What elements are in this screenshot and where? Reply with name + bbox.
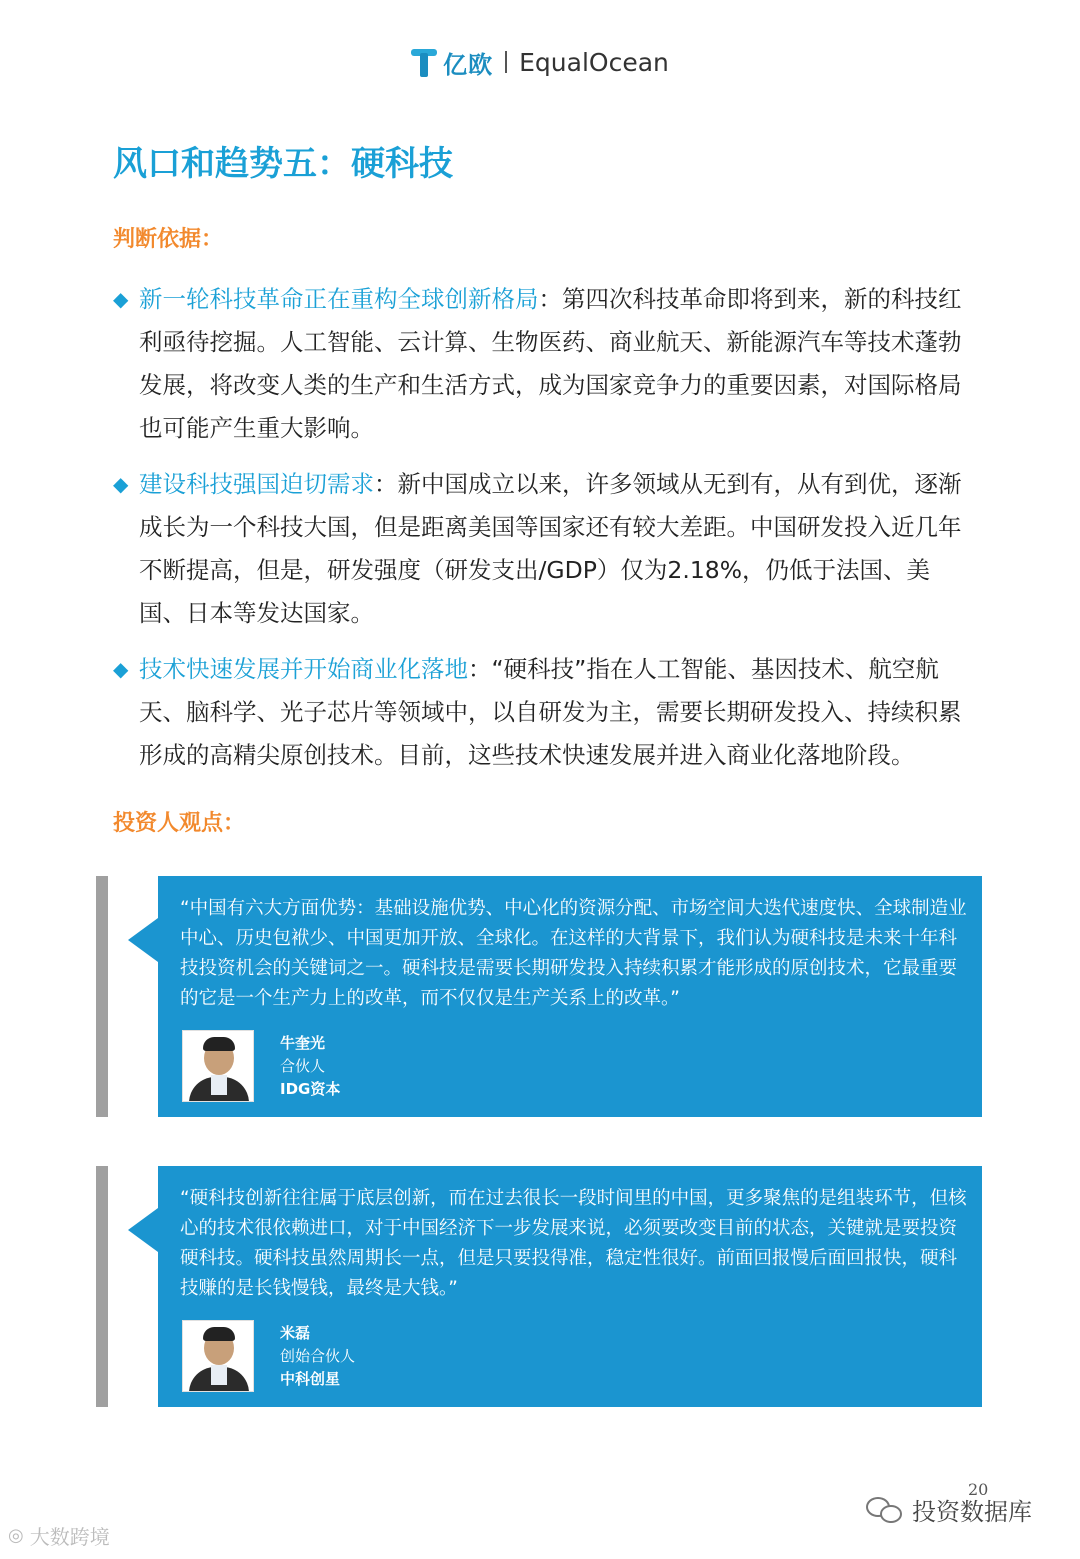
bullet-text: ：新中国成立以来，许多领域从无到有，从有到优，逐渐成长为一个科技大国，但是距离美国等国家还有较大差距。中国研发投入近几年不断提高，但是，研发强度（研发支出/GDP）仅为2.18%，仍低于法国、美国、日本等发达国家。 — [139, 470, 962, 627]
quote-person — [182, 1320, 355, 1392]
diamond-bullet-icon: ◆ — [113, 287, 129, 311]
person-org: IDG资本 — [280, 1079, 341, 1098]
quote-text: “硬科技创新往往属于底层创新，而在过去很长一段时间里的中国，更多聚焦的是组装环节，但核心的技术很依赖进口，对于中国经济下一步发展来说，必须要改变目前的状态，关键就是要投资硬科技。硬科技虽然周期长一点，但是只要投得准，稳定性很好。前面回报慢后面回报快，硬科技赚的是长钱慢钱，最终是大钱。” — [180, 1188, 967, 1299]
quote-box — [158, 876, 982, 1117]
logo-en-text: EqualOcean — [519, 47, 669, 77]
basis-list — [113, 278, 973, 777]
page-title: 风口和趋势五：硬科技 — [113, 144, 453, 184]
speech-pointer — [128, 918, 158, 962]
person-org: 中科创星 — [280, 1369, 341, 1388]
watermark-left-text: 大数跨境 — [29, 1525, 110, 1549]
header-logo — [0, 42, 1080, 82]
watermark-right-text: 投资数据库 — [912, 1498, 1032, 1526]
quote-text: “中国有六大方面优势：基础设施优势、中心化的资源分配、市场空间大迭代速度快、全球制造业中心、历史包袱少、中国更加开放、全球化。在这样的大背景下，我们认为硬科技是未来十年科技投资机会的关键词之一。硬科技是需要长期研发投入持续积累才能形成的原创技术，它最重要的它是一个生产力上的改革，而不仅仅是生产关系上的改革。” — [180, 898, 967, 1009]
speech-pointer — [128, 1208, 158, 1252]
bullet-highlight: 技术快速发展并开始商业化落地 — [139, 655, 468, 683]
quote-side-bar — [96, 876, 108, 1117]
basis-heading: 判断依据： — [113, 227, 224, 252]
quote-card — [96, 1166, 982, 1407]
page-number: 20 — [968, 1480, 989, 1499]
diamond-bullet-icon: ◆ — [113, 657, 129, 681]
quote-card — [96, 876, 982, 1117]
person-role: 合伙人 — [280, 1056, 326, 1075]
bullet-highlight: 建设科技强国迫切需求 — [139, 470, 374, 498]
wechat-watermark — [866, 1492, 1032, 1527]
diamond-bullet-icon: ◆ — [113, 472, 129, 496]
quote-side-bar — [96, 1166, 108, 1407]
bullet-text: ：第四次科技革命即将到来，新的科技红利亟待挖掘。人工智能、云计算、生物医药、商业航天、新能源汽车等技术蓬勃发展，将改变人类的生产和生活方式，成为国家竞争力的重要因素，对国际格局也可能产生重大影响。 — [139, 285, 962, 442]
person-name: 牛奎光 — [280, 1033, 326, 1052]
bullet-highlight: 新一轮科技革命正在重构全球创新格局 — [139, 285, 539, 313]
wechat-icon — [866, 1495, 904, 1525]
logo-cn-text: 亿欧 — [443, 50, 494, 79]
avatar — [182, 1030, 254, 1102]
basis-bullet — [113, 648, 973, 777]
quote-person — [182, 1030, 340, 1102]
logo-divider — [505, 51, 507, 73]
bullet-text: ：“硬科技”指在人工智能、基因技术、航空航天、脑科学、光子芯片等领域中，以自研发为主，需要长期研发投入、持续积累形成的高精尖原创技术。目前，这些技术快速发展并进入商业化落地阶段。 — [139, 655, 962, 769]
investor-heading: 投资人观点： — [113, 811, 246, 836]
yiou-logo-icon — [411, 47, 437, 77]
quote-box — [158, 1166, 982, 1407]
person-name: 米磊 — [280, 1323, 311, 1342]
basis-bullet — [113, 463, 973, 635]
source-watermark — [8, 1521, 110, 1550]
basis-bullet — [113, 278, 973, 450]
avatar — [182, 1320, 254, 1392]
person-role: 创始合伙人 — [280, 1346, 356, 1365]
watermark-logo-icon: ◎ — [8, 1525, 24, 1546]
